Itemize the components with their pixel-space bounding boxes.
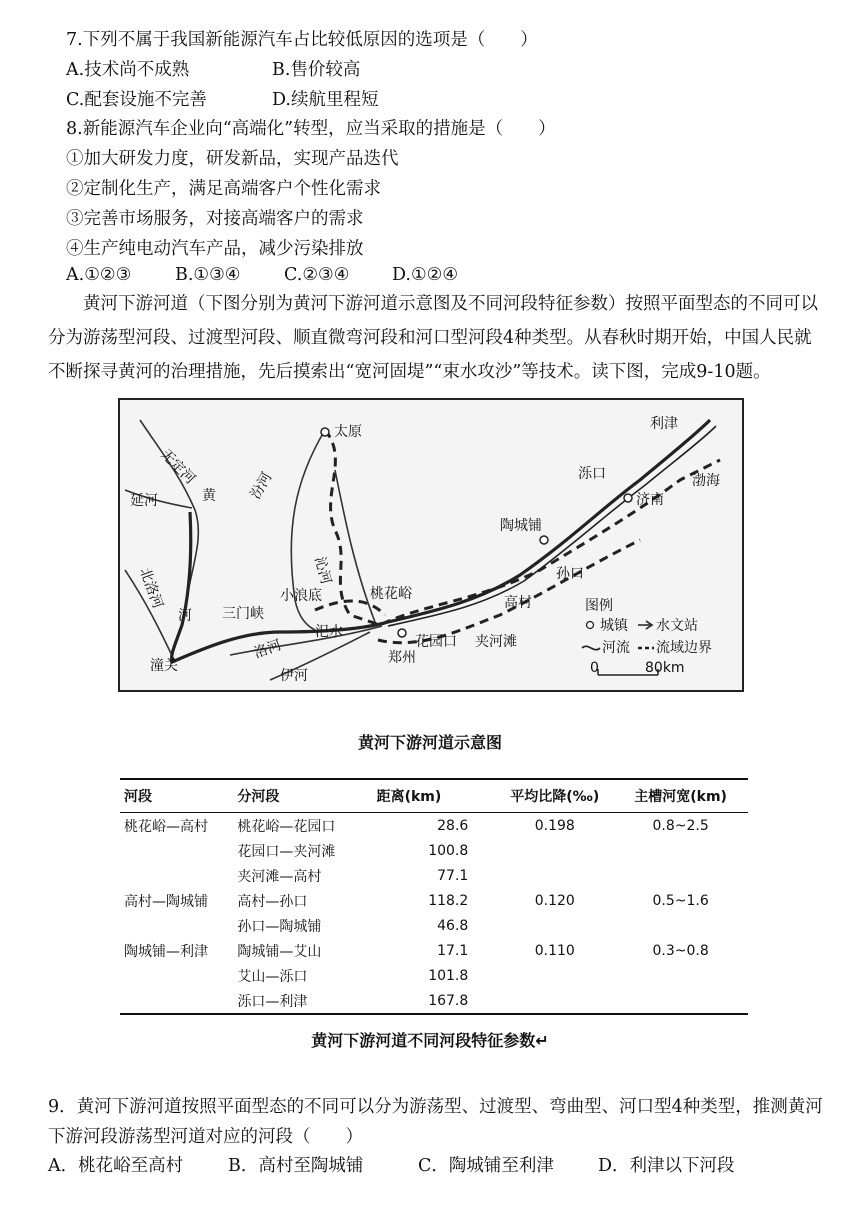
label-sanmenxia: 三门峡 <box>222 606 264 622</box>
legend-town: 城镇 <box>600 618 628 634</box>
cell-width <box>613 988 748 1014</box>
cell-distance: 167.8 <box>373 988 497 1014</box>
cell-section <box>120 913 233 938</box>
legend-boundary: 流域边界 <box>656 640 712 656</box>
table-caption: 黄河下游河道不同河段特征参数↵ <box>311 1031 549 1050</box>
cell-distance: 17.1 <box>437 942 469 959</box>
label-jiahetan: 夹河滩 <box>475 634 517 650</box>
legend-town-symbol <box>587 622 594 629</box>
yellow-river-main <box>172 420 710 662</box>
table-row <box>120 963 748 988</box>
cell-distance: 118.2 <box>428 892 469 909</box>
cell-slope <box>496 988 613 1014</box>
q9-option-d: D．利津以下河段 <box>598 1156 735 1176</box>
cell-distance: 77.1 <box>437 867 469 884</box>
q7-option-b: B.售价较高 <box>272 60 361 80</box>
cell-slope <box>496 913 613 938</box>
table-row <box>120 988 748 1014</box>
label-taohuayu: 桃花峪 <box>370 586 412 602</box>
table-row <box>120 813 748 839</box>
map-drawing <box>120 400 742 690</box>
cell-width <box>613 963 748 988</box>
q9-stem: 9．黄河下游河道按照平面型态的不同可以分为游荡型、过渡型、弯曲型、河口型4种类型，推测黄河下游河段游荡型河道对应的河段（ ） <box>48 1097 823 1147</box>
cell-section <box>120 963 233 988</box>
legend-scale-km: 80km <box>645 660 685 676</box>
table-row <box>120 888 748 913</box>
cell-subsection: 高村—孙口 <box>237 893 308 910</box>
table-row <box>120 938 748 963</box>
cell-width: 0.8~2.5 <box>652 817 709 834</box>
map-caption: 黄河下游河道示意图 <box>357 733 502 752</box>
q7-option-c: C.配套设施不完善 <box>66 90 207 110</box>
legend-river-symbol <box>582 646 600 649</box>
q8-option-b: B.①③④ <box>175 265 241 285</box>
cell-subsection: 陶城铺—艾山 <box>237 943 322 960</box>
taochengpu-town <box>540 536 548 544</box>
q8-item-2: ②定制化生产，满足高端客户个性化需求 <box>66 179 381 199</box>
cell-slope: 0.120 <box>534 892 575 909</box>
q7-option-d: D.续航里程短 <box>272 90 379 110</box>
cell-section: 高村—陶城铺 <box>124 893 208 910</box>
header-width: 主槽河宽(km) <box>613 779 748 813</box>
q8-item-1: ①加大研发力度，研发新品，实现产品迭代 <box>66 149 399 169</box>
cell-width <box>613 863 748 888</box>
label-luohe: 洛河 <box>251 637 284 662</box>
label-taiyuan: 太原 <box>334 424 362 440</box>
label-luokou: 泺口 <box>578 466 606 482</box>
cell-section <box>120 863 233 888</box>
cell-slope <box>496 863 613 888</box>
cell-slope: 0.110 <box>534 942 575 959</box>
q8-option-a: A.①②③ <box>66 265 132 285</box>
header-slope: 平均比降(‰) <box>496 779 613 813</box>
cell-section <box>120 988 233 1014</box>
q7-option-a: A.技术尚不成熟 <box>66 60 190 80</box>
label-lijin: 利津 <box>650 416 678 432</box>
label-yihe: 伊河 <box>280 668 308 684</box>
label-yanhe: 延河 <box>130 493 158 509</box>
q9-option-a: A．桃花峪至高村 <box>48 1156 184 1176</box>
cell-width <box>613 838 748 863</box>
label-qinhe: 沁河 <box>311 554 334 587</box>
label-taochengpu: 陶城铺 <box>500 518 542 534</box>
label-he: 河 <box>178 608 192 624</box>
q7-stem: 7.下列不属于我国新能源汽车占比较低原因的选项是（ ） <box>66 30 538 50</box>
label-huang: 黄 <box>202 488 216 504</box>
intro-text: 黄河下游河道（下图分别为黄河下游河道示意图及不同河段特征参数）按照平面型态的不同可以分为游荡型河段、过渡型河段、顺直微弯河段和河口型河段4种类型。从春秋时期开始，中国人民就不断探寻黄河的治理措施，先后摸索出“宽河固堤”“束水攻沙”等技术。读下图，完成9-10题。 <box>48 294 818 382</box>
cell-width: 0.3~0.8 <box>652 942 709 959</box>
cell-slope: 0.198 <box>534 817 575 834</box>
legend-station: 水文站 <box>656 618 698 634</box>
legend-title: 图例 <box>585 598 613 614</box>
label-tongguan: 潼关 <box>150 658 178 674</box>
q9-option-b: B．高村至陶城铺 <box>228 1156 364 1176</box>
cell-slope <box>496 838 613 863</box>
label-fenhe: 汾河 <box>247 469 276 502</box>
cell-subsection: 桃花峪—花园口 <box>237 818 336 835</box>
label-zhengzhou: 郑州 <box>388 650 416 666</box>
cell-distance: 101.8 <box>428 967 469 984</box>
yellow-river-map <box>118 398 744 692</box>
table-row <box>120 913 748 938</box>
legend-station-symbol <box>638 621 652 629</box>
q8-option-d: D.①②④ <box>392 265 459 285</box>
label-gaocun: 高村 <box>504 595 532 611</box>
river-params-table <box>120 778 748 1015</box>
table-body <box>120 813 748 1015</box>
cell-distance: 28.6 <box>437 817 469 834</box>
cell-width <box>613 913 748 938</box>
cell-subsection: 夹河滩—高村 <box>237 868 322 885</box>
taiyuan-town <box>321 428 329 436</box>
jinan-town <box>624 494 632 502</box>
header-subsection: 分河段 <box>233 779 372 813</box>
q9-option-c: C．陶城铺至利津 <box>418 1156 554 1176</box>
basin-boundary-west <box>315 601 385 615</box>
q8-stem: 8.新能源汽车企业向“高端化”转型，应当采取的措施是（ ） <box>66 119 556 139</box>
cell-subsection: 艾山—泺口 <box>237 968 308 985</box>
label-huayuankou: 花园口 <box>415 634 457 650</box>
intro-paragraph <box>48 287 828 389</box>
q8-item-3: ③完善市场服务，对接高端客户的需求 <box>66 209 364 229</box>
table-row <box>120 838 748 863</box>
label-jinan: 济南 <box>636 492 664 508</box>
label-beiluohe: 北洛河 <box>136 565 166 611</box>
cell-slope <box>496 963 613 988</box>
legend-river: 河流 <box>602 640 630 656</box>
label-ershui: 汜水 <box>315 624 343 640</box>
cell-distance: 46.8 <box>437 917 469 934</box>
label-wudinghe: 无定河 <box>157 446 199 488</box>
zhengzhou-town <box>398 629 406 637</box>
label-bohai: 渤海 <box>692 473 720 489</box>
cell-section: 桃花峪—高村 <box>124 818 208 835</box>
table-row <box>120 863 748 888</box>
cell-subsection: 花园口—夹河滩 <box>237 843 336 860</box>
cell-section: 陶城铺—利津 <box>124 943 208 960</box>
label-xiaolangdi: 小浪底 <box>280 588 322 604</box>
table-header-row <box>120 779 748 813</box>
q8-option-c: C.②③④ <box>284 265 350 285</box>
label-sunkou: 孙口 <box>556 566 584 582</box>
cell-distance: 100.8 <box>428 842 469 859</box>
cell-subsection: 泺口—利津 <box>233 988 372 1014</box>
cell-width: 0.5~1.6 <box>652 892 709 909</box>
header-section: 河段 <box>120 779 233 813</box>
q8-item-4: ④生产纯电动汽车产品，减少污染排放 <box>66 239 364 259</box>
cell-subsection: 孙口—陶城铺 <box>237 918 322 935</box>
cell-section <box>120 838 233 863</box>
header-distance: 距离(km) <box>373 779 497 813</box>
legend-scale-zero: 0 <box>590 660 599 676</box>
